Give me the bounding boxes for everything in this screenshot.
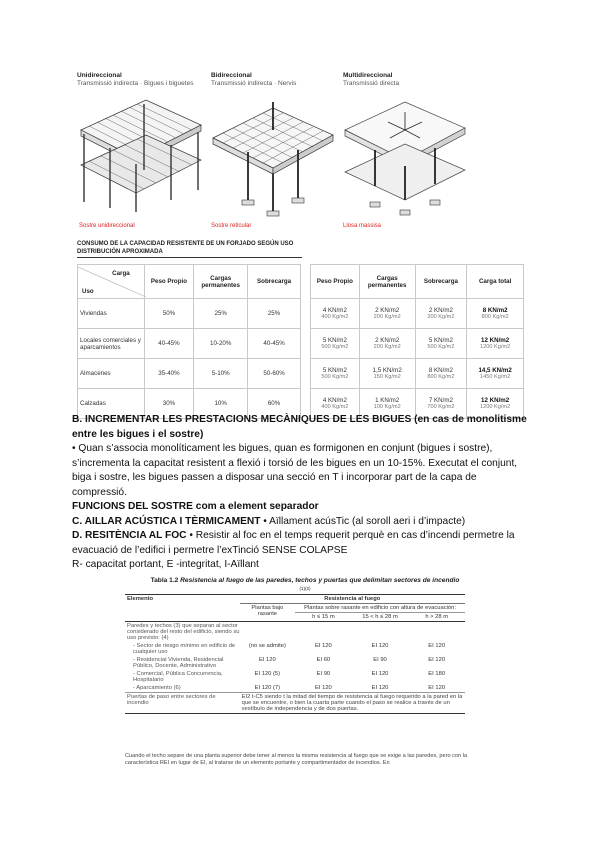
load-kn: 1,5 KN/m2	[372, 367, 402, 374]
fire-cell: EI 90	[316, 671, 331, 677]
fire-col-h3: h > 28 m	[425, 614, 449, 620]
load-kg: 500 Kg/m2	[427, 344, 455, 350]
figure-3-caption-block	[343, 72, 473, 88]
consumption-table-title: CONSUMO DE LA CAPACIDAD RESISTENTE DE UN FORJADO SEGÚN USO DISTRIBUCIÓN APROXIMADA	[77, 240, 302, 258]
consumption-cell: 40-45%	[144, 329, 194, 359]
loads-cell	[311, 359, 360, 389]
load-total-kn: 8 KN/m2	[482, 307, 508, 314]
fire-cell: EI 90	[373, 657, 387, 663]
loads-total-cell	[467, 359, 524, 389]
figure-2-caption-block	[211, 72, 341, 88]
figure-2-bottom-caption: Sostre reticular	[211, 223, 252, 229]
load-kn: 5 KN/m2	[322, 337, 347, 344]
load-kn: 2 KN/m2	[375, 307, 400, 314]
fire-row-label: - Comercial, Pública Concurrencia, Hospitalario	[133, 671, 223, 683]
fire-row-intro: Paredes y techos (3) que separan al sector considerado del resto del edificio, siendo su uso previsto: (4)	[127, 623, 240, 641]
section-b-body: • Quan s’associa monolíticament les bigues, quan es formigonen en conjunt (bigues i sostre), s’incrementa la capacitat resistent a flexió i torsió de les bigues en un 10-15%. Executat el conjunt, biga i sostre, les bigues passen a disposar una secció en T i incorporar part de la capa de compressió.	[72, 443, 518, 498]
fire-resistance-table	[125, 595, 465, 714]
fire-row-label: - Sector de riesgo mínimo en edificio de cualquier uso	[133, 643, 236, 655]
load-kn: 2 KN/m2	[375, 337, 400, 344]
consumption-cell: 40-45%	[248, 329, 301, 359]
section-d-heading: D. RESITÈNCIA AL FOC	[72, 530, 187, 541]
load-kg: 800 Kg/m2	[427, 374, 455, 380]
fire-cell: EI 60	[316, 657, 331, 663]
consumption-table	[77, 264, 301, 419]
consumption-row-label: Locales comerciales y aparcamientos	[78, 329, 145, 359]
fire-cell: EI 120 (5)	[254, 671, 281, 677]
fire-cell: EI 120	[371, 643, 389, 649]
fire-col-above: Plantas sobre rasante en edificio con altura de evacuación:	[295, 604, 465, 613]
consumption-header-peso-propio: Peso Propio	[144, 265, 194, 299]
section-d-paragraph	[72, 529, 528, 558]
load-kn: 1 KN/m2	[375, 397, 400, 404]
unidirectional-slab-illustration	[76, 90, 206, 218]
loads-cell	[415, 359, 467, 389]
fire-cell: EI 120	[428, 685, 446, 691]
corner-bottom-label: Uso	[82, 287, 94, 295]
section-b-heading: B. INCREMENTAR LES PRESTACIONS MECÀNIQUES DE LES BIGUES	[72, 414, 412, 425]
fire-cell: EI 120	[428, 643, 446, 649]
load-total-kn: 12 KN/m2	[481, 397, 510, 404]
loads-cell	[359, 299, 415, 329]
load-kg: 500 Kg/m2	[321, 374, 349, 380]
fire-cell: EI 120	[315, 685, 332, 691]
fire-cell: EI 120	[258, 657, 276, 663]
load-kg: 700 Kg/m2	[427, 404, 455, 410]
consumption-cell: 25%	[248, 299, 301, 329]
loads-cell	[359, 359, 415, 389]
load-total-kn: 14,5 KN/m2	[478, 367, 512, 374]
consumption-row-label: Viviendas	[78, 299, 145, 329]
consumption-row-label: Calzadas	[78, 389, 145, 419]
load-kg: 200 Kg/m2	[427, 314, 455, 320]
fire-empty-cell	[125, 613, 240, 622]
load-kg: 400 Kg/m2	[321, 314, 349, 320]
fire-doors-value: EI2 t-C5 siendo t la mitad del tiempo de resistencia al fuego requerido a la pared en la que se encuentre, o bien la cuarta parte cuando el paso se realice a través de un vestíbulo de independencia y de dos puertas.	[241, 694, 463, 712]
section-c-body: • Aïllament acúsTic (al soroll aeri i d’impacte)	[260, 515, 466, 527]
bidirectional-slab-illustration	[208, 90, 338, 218]
load-kn: 4 KN/m2	[322, 307, 347, 314]
load-kn: 4 KN/m2	[322, 397, 347, 404]
fire-cell: EI 120	[371, 685, 389, 691]
section-b-heading-tail: (en cas de monolitisme entre les bigues i el sostre)	[72, 414, 527, 440]
fire-cell: (no se admite)	[248, 643, 286, 649]
fire-row-label: - Aparcamiento (6)	[133, 685, 181, 691]
fire-table-footnote: Cuando el techo separe de una planta superior debe tener al menos la misma resistencia al fuego que se exige a las paredes, pero con la característica REI en lugar de EI, al tratarse de un elemento portante y compartimentador de incendios. En	[125, 753, 468, 766]
functions-heading-line	[72, 500, 528, 515]
load-kg: 200 Kg/m2	[373, 344, 401, 350]
section-c-heading: C. AILLAR ACÚSTICA I TÈRMICAMENT	[72, 515, 261, 527]
figure-2-title: Bidireccional	[211, 72, 252, 79]
fire-col-below: Plantas bajo rasante	[251, 605, 284, 617]
loads-cell	[311, 299, 360, 329]
fire-cell: EI 120	[315, 643, 332, 649]
functions-heading: FUNCIONS DEL SOSTRE com a element separador	[72, 501, 319, 512]
consumption-cell: 10-20%	[194, 329, 248, 359]
load-kg: 500 Kg/m2	[321, 344, 349, 350]
loads-cell	[311, 329, 360, 359]
consumption-header-cargas-permanentes: Cargas permanentes	[194, 265, 248, 299]
fire-cell: EI 120 (7)	[254, 685, 281, 691]
fire-table-caption-prefix: Tabla 1.2	[150, 577, 181, 584]
fire-col-h1: h ≤ 15 m	[312, 614, 335, 620]
fire-cell: EI 120	[428, 657, 446, 663]
loads-header-cargas-permanentes: Cargas permanentes	[359, 265, 415, 299]
figure-2-subtitle: Transmissió indirecta · Nervis	[211, 80, 297, 87]
load-total-kg: 1450 Kg/m2	[480, 374, 511, 380]
loads-table	[310, 264, 524, 419]
loads-total-cell	[467, 299, 524, 329]
load-kg: 150 Kg/m2	[373, 374, 401, 380]
fire-col-h2: 15 < h ≤ 28 m	[362, 614, 398, 620]
fire-cell: EI 180	[428, 671, 446, 677]
consumption-cell: 60%	[248, 389, 301, 419]
load-total-kg: 800 Kg/m2	[481, 314, 509, 320]
load-kg: 200 Kg/m2	[373, 314, 401, 320]
fire-empty-cell	[125, 604, 240, 613]
consumption-cell: 50-60%	[248, 359, 301, 389]
figure-1-subtitle: Transmissió indirecta · Bigues i biguetes	[77, 80, 194, 87]
fire-table-caption-title: Resistencia al fuego de las paredes, techos y puertas que delimitan sectores de incendio	[180, 577, 460, 584]
figure-1-caption-block	[77, 72, 207, 88]
consumption-row-label: Almacenes	[78, 359, 145, 389]
load-kg: 400 Kg/m2	[321, 404, 349, 410]
load-kn: 7 KN/m2	[428, 397, 453, 404]
figure-1-title: Unidireccional	[77, 72, 122, 79]
consumption-cell: 25%	[194, 299, 248, 329]
fire-doors-label: Puertas de paso entre sectores de incendio	[127, 694, 216, 706]
load-kn: 2 KN/m2	[428, 307, 453, 314]
fire-col-resistance: Resistencia al fuego	[240, 595, 465, 604]
section-d-body: • Resistir al foc en el temps requerit perquè en cas d’incendi permetre la evacuació de l’edifici i permetre l’exTinció SENSE COLAPSE	[72, 530, 515, 556]
rei-legend: R- capacitat portant, E -integritat, I-Aïllant	[72, 559, 259, 570]
load-total-kg: 1200 Kg/m2	[480, 404, 511, 410]
loads-header-sobrecarga: Sobrecarga	[415, 265, 467, 299]
fire-row-label: - Residencial Vivienda, Residencial Público, Docente, Administrativo	[133, 657, 224, 669]
load-total-kn: 12 KN/m2	[481, 337, 510, 344]
consumption-table-corner	[78, 265, 145, 299]
fire-table-caption-ref: (1)(2)	[299, 586, 311, 591]
load-kn: 5 KN/m2	[428, 337, 453, 344]
load-kg: 100 Kg/m2	[373, 404, 401, 410]
load-total-kg: 1200 Kg/m2	[480, 344, 511, 350]
consumption-cell: 35-40%	[144, 359, 194, 389]
figure-1-bottom-caption: Sostre unidireccional	[79, 223, 135, 229]
figure-3-bottom-caption: Llosa massisa	[343, 223, 382, 229]
loads-cell	[415, 329, 467, 359]
consumption-cell: 30%	[144, 389, 194, 419]
corner-top-label: Carga	[112, 269, 130, 277]
fire-col-element: Elemento	[127, 596, 154, 602]
consumption-cell: 10%	[194, 389, 248, 419]
fire-cell: EI 120	[371, 671, 389, 677]
multidirectional-slab-illustration	[340, 90, 470, 218]
figure-3-title: Multidireccional	[343, 72, 393, 79]
loads-cell	[359, 329, 415, 359]
loads-total-cell	[467, 329, 524, 359]
figure-3-subtitle: Transmissió directa	[343, 80, 400, 87]
body-text-block	[72, 413, 528, 573]
consumption-header-sobrecarga: Sobrecarga	[248, 265, 301, 299]
consumption-cell: 50%	[144, 299, 194, 329]
load-kn: 5 KN/m2	[322, 367, 347, 374]
loads-header-carga-total: Carga total	[467, 265, 524, 299]
section-c-paragraph	[72, 515, 528, 530]
load-kn: 8 KN/m2	[428, 367, 453, 374]
loads-cell	[415, 299, 467, 329]
loads-header-peso-propio: Peso Propio	[311, 265, 360, 299]
consumption-cell: 5-10%	[194, 359, 248, 389]
section-b-paragraph	[72, 413, 528, 442]
